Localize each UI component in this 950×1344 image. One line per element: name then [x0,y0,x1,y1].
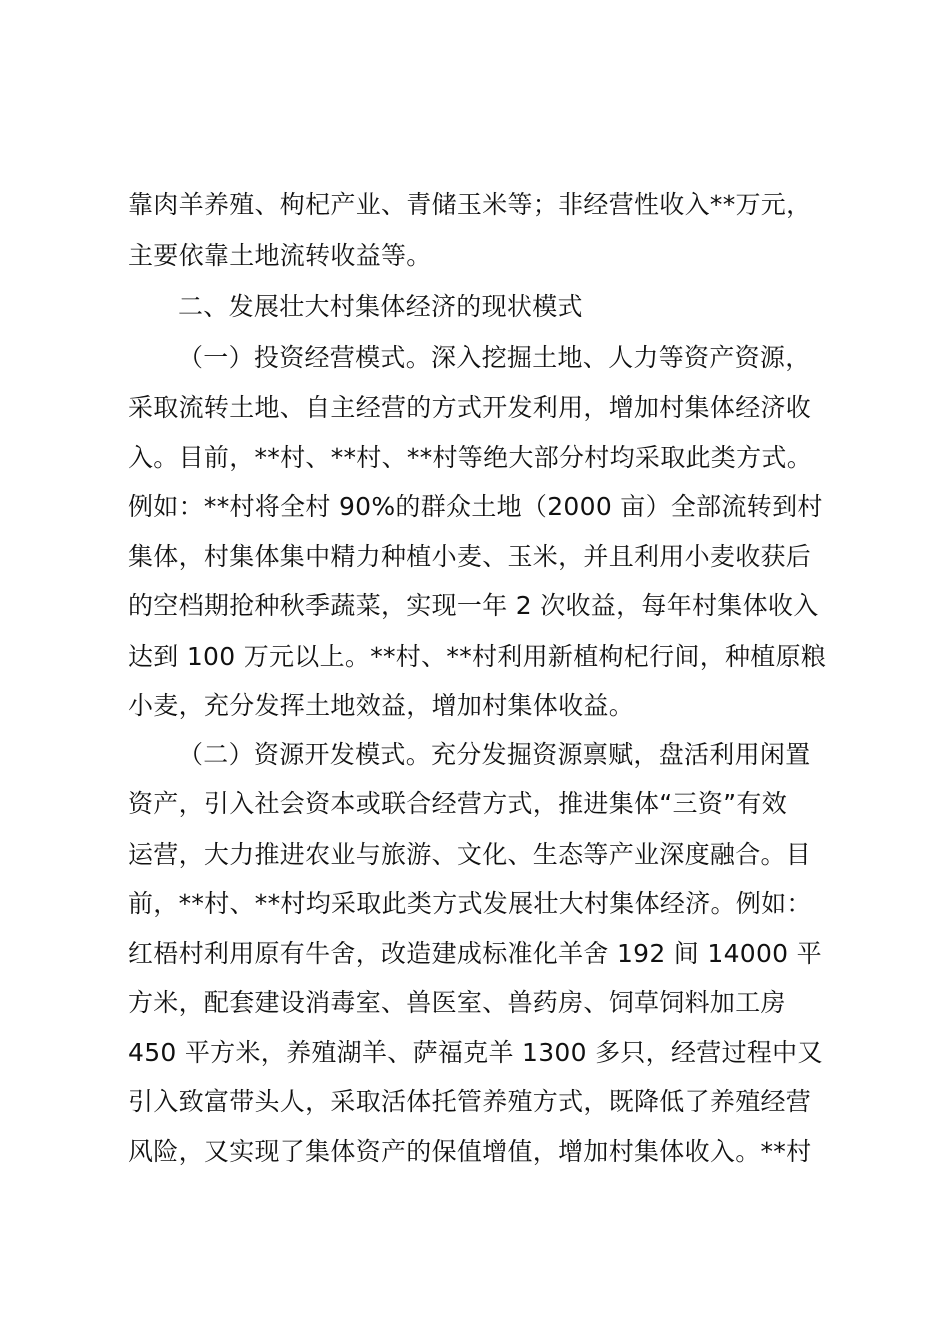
subsection-heading: （一）投资经营模式。深入挖掘土地、人力等资产资源， [178,343,811,372]
text-line: 前，**村、**村均采取此类方式发展壮大村集体经济。例如： [128,889,812,918]
text-line: 风险，又实现了集体资产的保值增值，增加村集体收入。**村 [128,1137,812,1166]
text-line: 方米，配套建设消毒室、兽医室、兽药房、饲草饲料加工房 [128,988,786,1017]
text-line: 靠肉羊养殖、枸杞产业、青储玉米等；非经营性收入**万元， [128,190,812,219]
text-line: 运营，大力推进农业与旅游、文化、生态等产业深度融合。目 [128,840,812,869]
text-line: 的空档期抢种秋季蔬菜，实现一年 2 次收益，每年村集体收入 [128,591,819,620]
text-line: 红梧村利用原有牛舍，改造建成标准化羊舍 192 间 14000 平 [128,939,822,968]
text-line: 集体，村集体集中精力种植小麦、玉米，并且利用小麦收获后 [128,542,812,571]
text-line: 主要依靠土地流转收益等。 [128,241,432,270]
text-line: 资产，引入社会资本或联合经营方式，推进集体“三资”有效 [128,789,788,818]
text-line: 小麦，充分发挥土地效益，增加村集体收益。 [128,691,635,720]
text-line: 例如：**村将全村 90%的群众土地（2000 亩）全部流转到村 [128,492,823,521]
text-line: 450 平方米，养殖湖羊、萨福克羊 1300 多只，经营过程中又 [128,1038,823,1067]
text-line: 引入致富带头人，采取活体托管养殖方式，既降低了养殖经营 [128,1087,812,1116]
section-heading: 二、发展壮大村集体经济的现状模式 [178,292,583,321]
text-line: 采取流转土地、自主经营的方式开发利用，增加村集体经济收 [128,393,812,422]
subsection-heading: （二）资源开发模式。充分发掘资源禀赋，盘活利用闲置 [178,740,811,769]
text-line: 达到 100 万元以上。**村、**村利用新植枸杞行间，种植原粮 [128,642,827,671]
text-line: 入。目前，**村、**村、**村等绝大部分村均采取此类方式。 [128,443,813,472]
